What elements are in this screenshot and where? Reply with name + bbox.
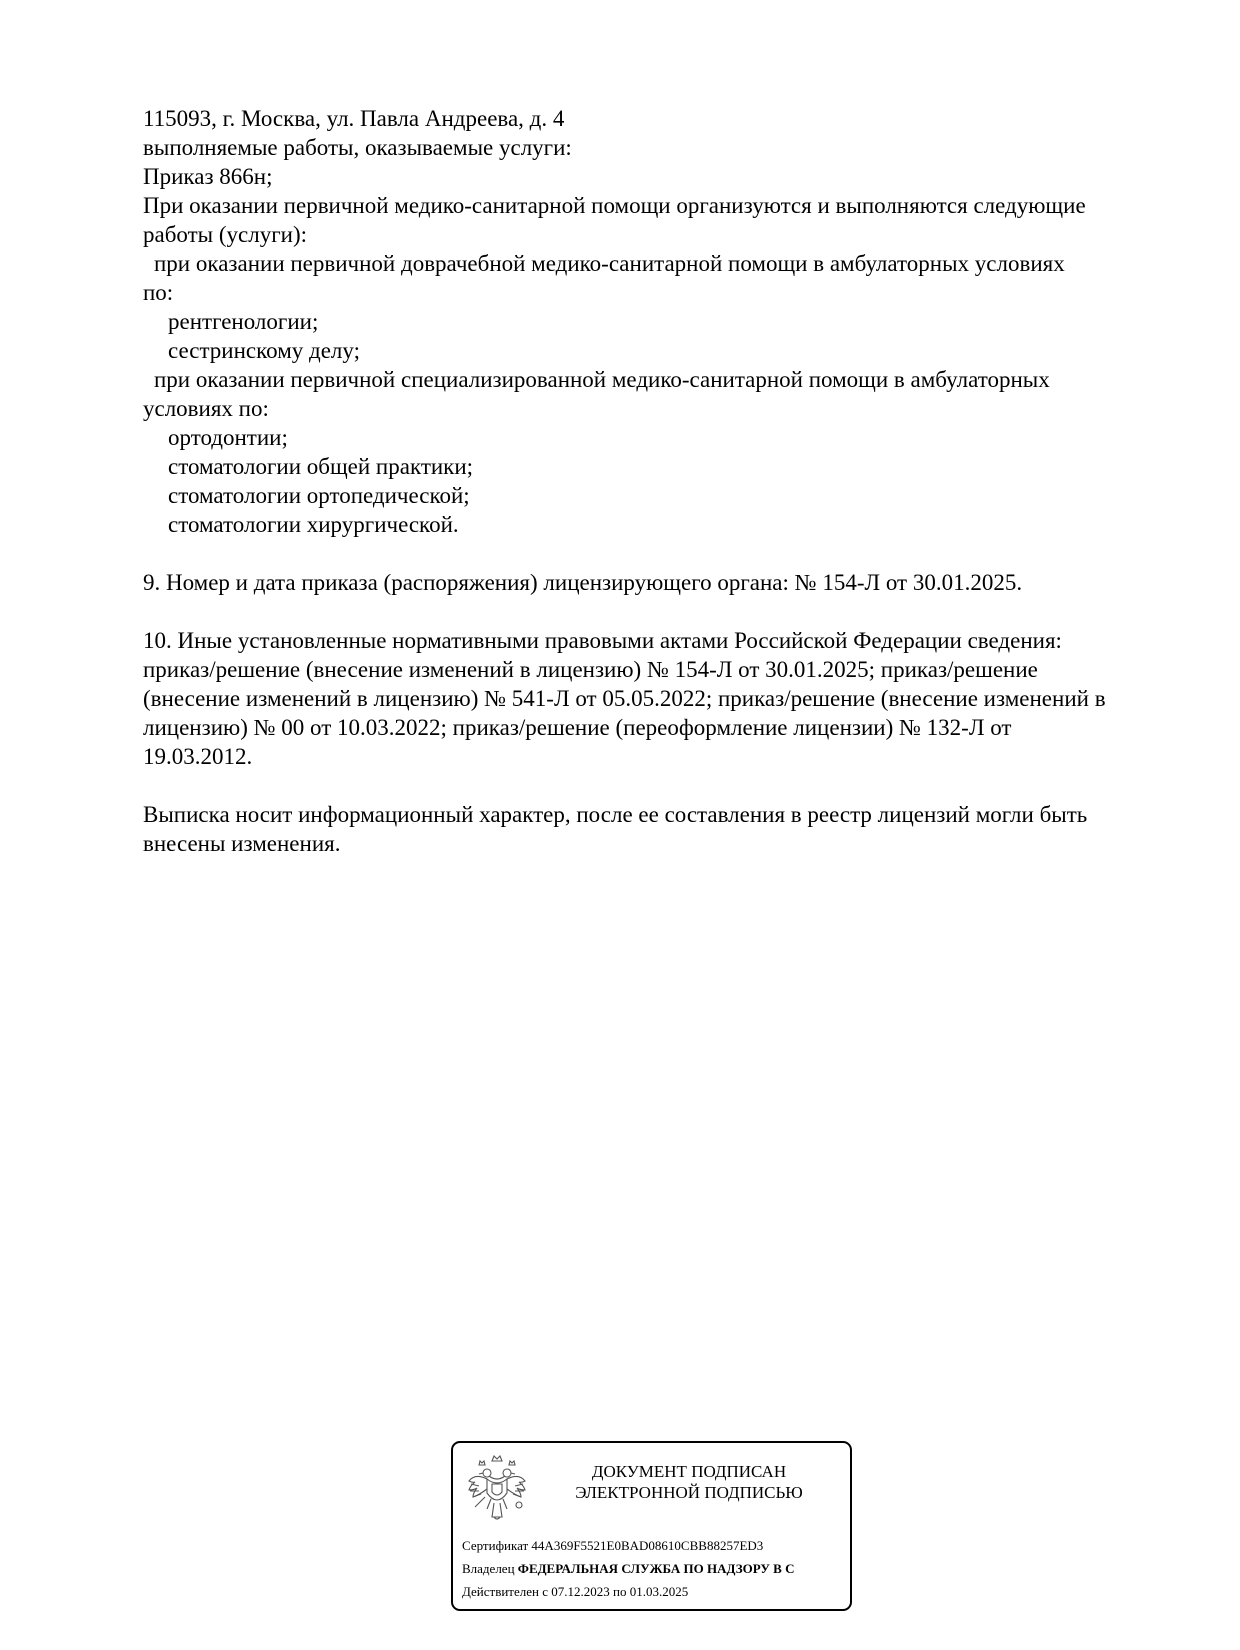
specialized-care-line-1: при оказании первичной специализированной медико-санитарной помощи в амбулаторных — [154, 367, 1050, 392]
services-heading: выполняемые работы, оказываемые услуги: — [143, 135, 572, 160]
section-10-line-1: 10. Иные установленные нормативными правовыми актами Российской Федерации сведения: — [143, 628, 1062, 653]
stamp-title — [533, 1461, 845, 1503]
certificate-owner — [462, 1561, 794, 1577]
russian-coat-of-arms-icon — [465, 1451, 529, 1527]
service-item: ортодонтии; — [168, 425, 288, 450]
disclaimer-line-1: Выписка носит информационный характер, после ее составления в реестр лицензий могли быть — [143, 802, 1088, 827]
stamp-title-line-2: ЭЛЕКТРОННОЙ ПОДПИСЬЮ — [575, 1483, 803, 1502]
section-10-line-2: приказ/решение (внесение изменений в лицензию) № 154-Л от 30.01.2025; приказ/решение — [143, 657, 1038, 682]
section-10-line-4: лицензию) № 00 от 10.03.2022; приказ/решение (переоформление лицензии) № 132-Л от — [143, 715, 1012, 740]
certificate-validity: Действителен с 07.12.2023 по 01.03.2025 — [462, 1584, 689, 1599]
prenursing-care-line-1: при оказании первичной доврачебной медико-санитарной помощи в амбулаторных условиях — [154, 251, 1065, 276]
service-item: стоматологии общей практики; — [168, 454, 474, 479]
order-reference: Приказ 866н; — [143, 164, 273, 189]
owner-label: Владелец — [462, 1561, 515, 1576]
service-item: рентгенологии; — [168, 309, 319, 334]
section-10-line-3: (внесение изменений в лицензию) № 541-Л от 05.05.2022; приказ/решение (внесение изменений в — [143, 686, 1106, 711]
service-item: стоматологии ортопедической; — [168, 483, 470, 508]
service-item: стоматологии хирургической. — [168, 512, 459, 537]
owner-name: ФЕДЕРАЛЬНАЯ СЛУЖБА ПО НАДЗОРУ В С — [517, 1561, 795, 1576]
section-10-line-5: 19.03.2012. — [143, 744, 253, 769]
services-intro-line-1: При оказании первичной медико-санитарной помощи организуются и выполняются следующие — [143, 193, 1086, 218]
service-item: сестринскому делу; — [168, 338, 360, 363]
electronic-signature-stamp — [451, 1441, 852, 1611]
address-line: 115093, г. Москва, ул. Павла Андреева, д. 4 — [143, 106, 565, 131]
certificate-number: Сертификат 44A369F5521E0BAD08610CBB88257ED3 — [462, 1538, 764, 1553]
section-9: 9. Номер и дата приказа (распоряжения) лицензирующего органа: № 154-Л от 30.01.2025. — [143, 570, 1023, 595]
stamp-title-line-1: ДОКУМЕНТ ПОДПИСАН — [591, 1462, 787, 1481]
specialized-care-line-2: условиях по: — [143, 396, 269, 421]
disclaimer-line-2: внесены изменения. — [143, 831, 341, 856]
prenursing-care-line-2: по: — [143, 280, 174, 305]
services-intro-line-2: работы (услуги): — [143, 222, 307, 247]
